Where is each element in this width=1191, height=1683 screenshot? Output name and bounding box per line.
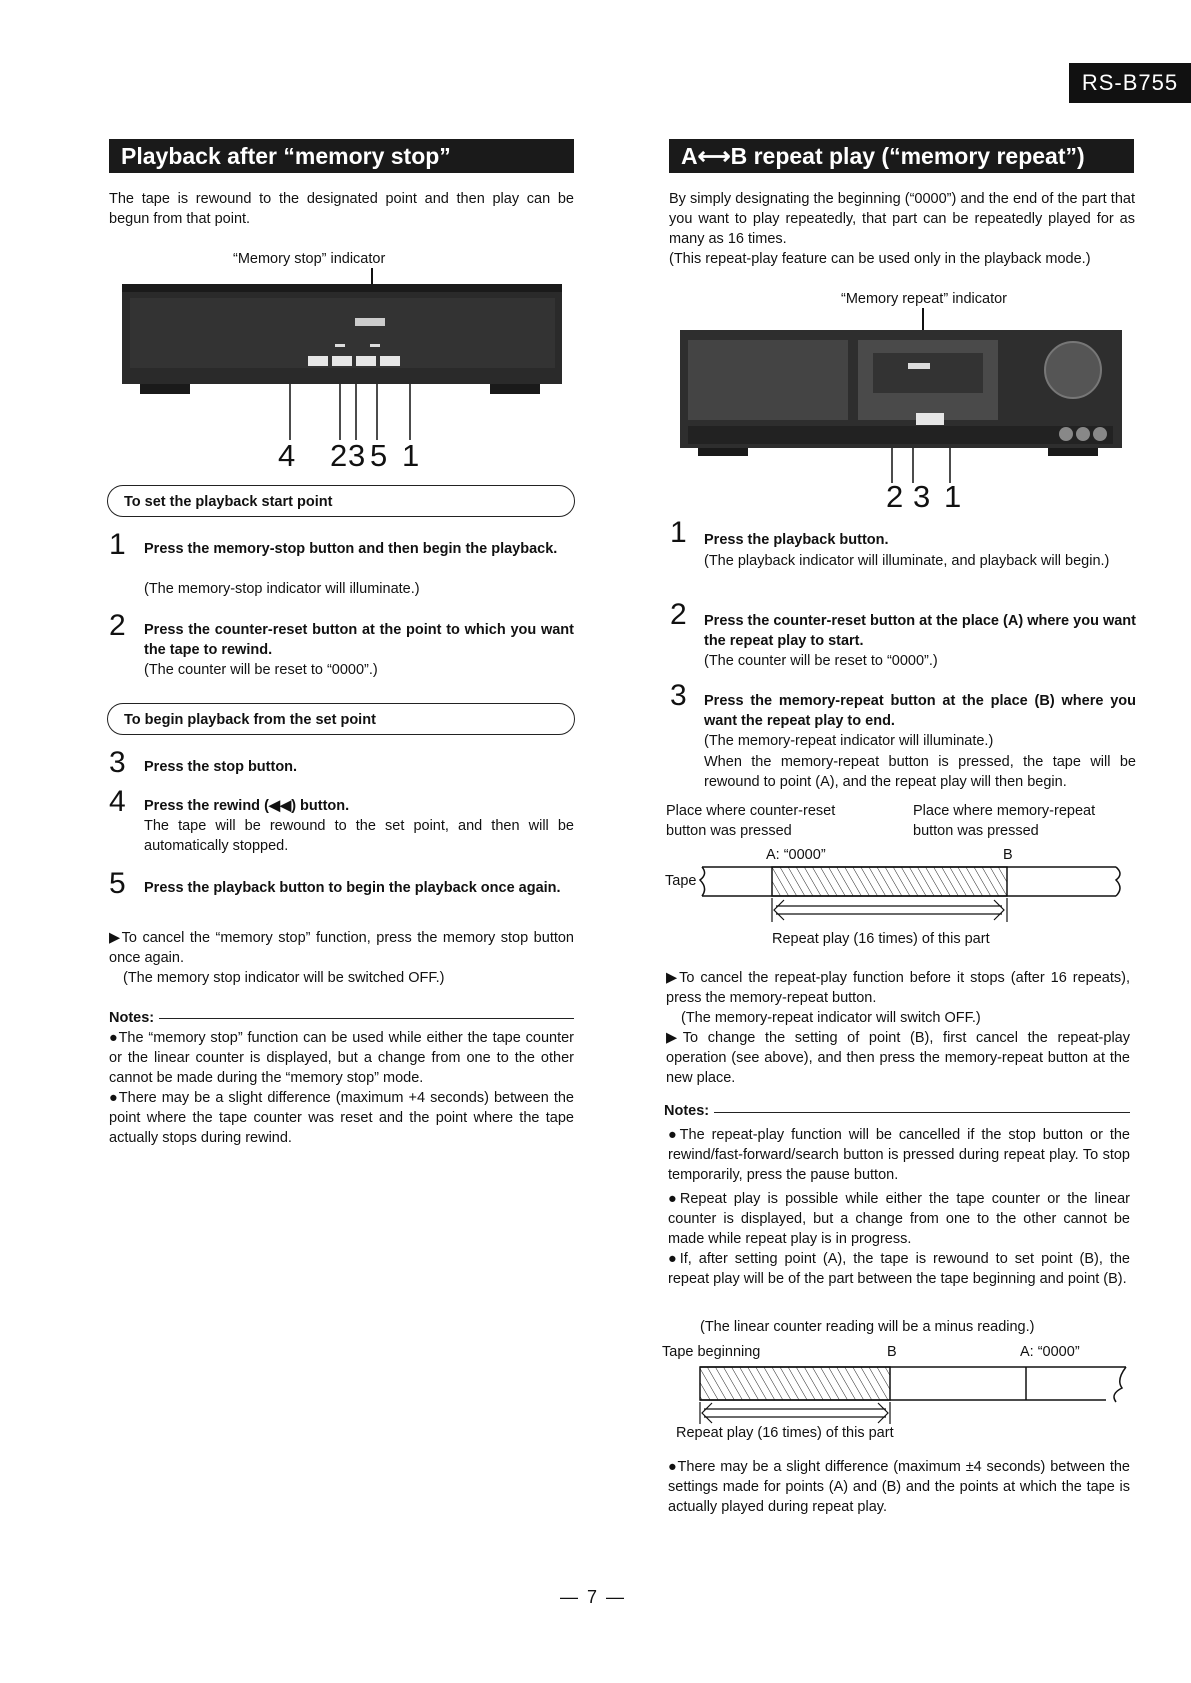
- step-text: Press the rewind (◀◀) button.: [144, 798, 350, 814]
- callout-2: 2: [886, 479, 904, 514]
- right-intro: By simply designating the beginning (“0000”) and the end of the part that you want to play repeatedly, that part can be repeatedly played for as many as 16 times.: [669, 191, 1135, 247]
- step-number: 5: [109, 867, 126, 900]
- step-text: Press the counter-reset button at the point to which you want the tape to rewind.: [144, 622, 574, 658]
- diagram1-left-label: Place where counter-reset button was pressed: [666, 803, 836, 839]
- step-note: When the memory-repeat button is pressed, the tape will be rewound to point (A), and the repeat play will then begin.: [704, 754, 1136, 790]
- diagram2-caption: Repeat play (16 times) of this part: [676, 1425, 894, 1441]
- step-note: (The counter will be reset to “0000”.): [144, 662, 378, 678]
- step-number: 4: [109, 785, 126, 818]
- cassette-deck-illustration-right: [678, 308, 1124, 508]
- right-note-2: ●Repeat play is possible while either the tape counter or the linear counter is displayed, but a change from one to the other cannot be made while repeat play is in progress.: [668, 1191, 1130, 1247]
- right-notes-label: Notes:: [664, 1103, 710, 1119]
- right-final-note: ●There may be a slight difference (maximum ±4 seconds) between the settings made for points (A) and (B) and the points at which the tape is actually played during repeat play.: [668, 1459, 1130, 1515]
- right-note-3: ●If, after setting point (A), the tape is rewound to set point (B), the repeat play will be of the part between the tape beginning and point (B).: [668, 1251, 1130, 1287]
- callout-1: 1: [944, 479, 962, 514]
- callout-1: 1: [402, 438, 420, 473]
- notes-rule: [714, 1112, 1130, 1113]
- left-intro: The tape is rewound to the designated point and then play can be begun from that point.: [109, 191, 574, 227]
- diagram2-begin-label: Tape beginning: [662, 1344, 761, 1360]
- right-note-1: ●The repeat-play function will be cancelled if the stop button or the rewind/fast-forward/search button is pressed during repeat play. To stop temporarily, press the pause button.: [668, 1127, 1130, 1183]
- subsection-set-start-point: To set the playback start point: [107, 485, 575, 517]
- step-number: 1: [670, 516, 687, 549]
- step-number: 2: [670, 598, 687, 631]
- step-note: (The playback indicator will illuminate, and playback will begin.): [704, 553, 1110, 569]
- tape-diagram-1: [696, 862, 1136, 927]
- diagram1-right-label: Place where memory-repeat button was pressed: [913, 803, 1096, 839]
- left-section-title: Playback after “memory stop”: [109, 139, 574, 173]
- cancel-memory-stop: ▶To cancel the “memory stop” function, press the memory stop button once again.: [109, 930, 574, 966]
- callout-5: 5: [370, 438, 388, 473]
- model-tag: RS-B755: [1069, 63, 1191, 103]
- step-note: (The memory-stop indicator will illuminate.): [144, 581, 420, 597]
- callout-3: 3: [348, 438, 366, 473]
- diagram2-top-note: (The linear counter reading will be a minus reading.): [700, 1319, 1035, 1335]
- step-text: Press the stop button.: [144, 759, 298, 775]
- diagram1-tape-label: Tape: [665, 873, 697, 889]
- memory-stop-indicator-label: “Memory stop” indicator: [233, 251, 386, 267]
- diagram2-a-label: A: “0000”: [1020, 1344, 1080, 1360]
- left-notes-label: Notes:: [109, 1010, 155, 1026]
- step-note: (The counter will be reset to “0000”.): [704, 653, 938, 669]
- step-number: 2: [109, 609, 126, 642]
- step-number: 3: [670, 679, 687, 712]
- step-text: Press the playback button.: [704, 532, 889, 548]
- subsection-begin-from-set-point: To begin playback from the set point: [107, 703, 575, 735]
- left-note-1: ●The “memory stop” function can be used while either the tape counter or the linear counter is displayed, but a change from one to the other cannot be made during the “memory stop” mode.: [109, 1030, 574, 1086]
- diagram2-b-label: B: [887, 1344, 897, 1360]
- diagram1-a-label: A: “0000”: [766, 847, 826, 863]
- callout-2: 2: [330, 438, 348, 473]
- notes-rule: [159, 1018, 574, 1019]
- step-text: Press the memory-stop button and then begin the playback.: [144, 541, 558, 557]
- right-section-title: A⟷B repeat play (“memory repeat”): [669, 139, 1134, 173]
- step-text: Press the playback button to begin the playback once again.: [144, 880, 561, 896]
- left-note-2: ●There may be a slight difference (maximum +4 seconds) between the point where the tape counter was reset and the point where the tape actually stops during rewind.: [109, 1090, 574, 1146]
- change-point-b: ▶To change the setting of point (B), first cancel the repeat-play operation (see above), and then press the memory-repeat button at the new place.: [666, 1030, 1130, 1086]
- step-number: 1: [109, 528, 126, 561]
- tape-diagram-2: [696, 1362, 1136, 1432]
- step-number: 3: [109, 746, 126, 779]
- diagram1-caption: Repeat play (16 times) of this part: [772, 931, 990, 947]
- memory-repeat-indicator-label: “Memory repeat” indicator: [841, 291, 1007, 307]
- step-note: The tape will be rewound to the set point, and then will be automatically stopped.: [144, 818, 574, 854]
- right-intro-note: (This repeat-play feature can be used only in the playback mode.): [669, 251, 1091, 267]
- cancel-repeat-play: ▶To cancel the repeat-play function before it stops (after 16 repeats), press the memory-repeat button.: [666, 970, 1130, 1006]
- callout-3: 3: [913, 479, 931, 514]
- diagram1-b-label: B: [1003, 847, 1013, 863]
- page-number: — 7 —: [560, 1587, 627, 1607]
- cancel-repeat-play-note: (The memory-repeat indicator will switch OFF.): [681, 1010, 981, 1026]
- cancel-memory-stop-note: (The memory stop indicator will be switched OFF.): [123, 970, 445, 986]
- callout-4: 4: [278, 438, 296, 473]
- step-note: (The memory-repeat indicator will illuminate.): [704, 733, 994, 749]
- step-text: Press the memory-repeat button at the place (B) where you want the repeat play to end.: [704, 693, 1136, 729]
- step-text: Press the counter-reset button at the place (A) where you want the repeat play to start.: [704, 613, 1136, 649]
